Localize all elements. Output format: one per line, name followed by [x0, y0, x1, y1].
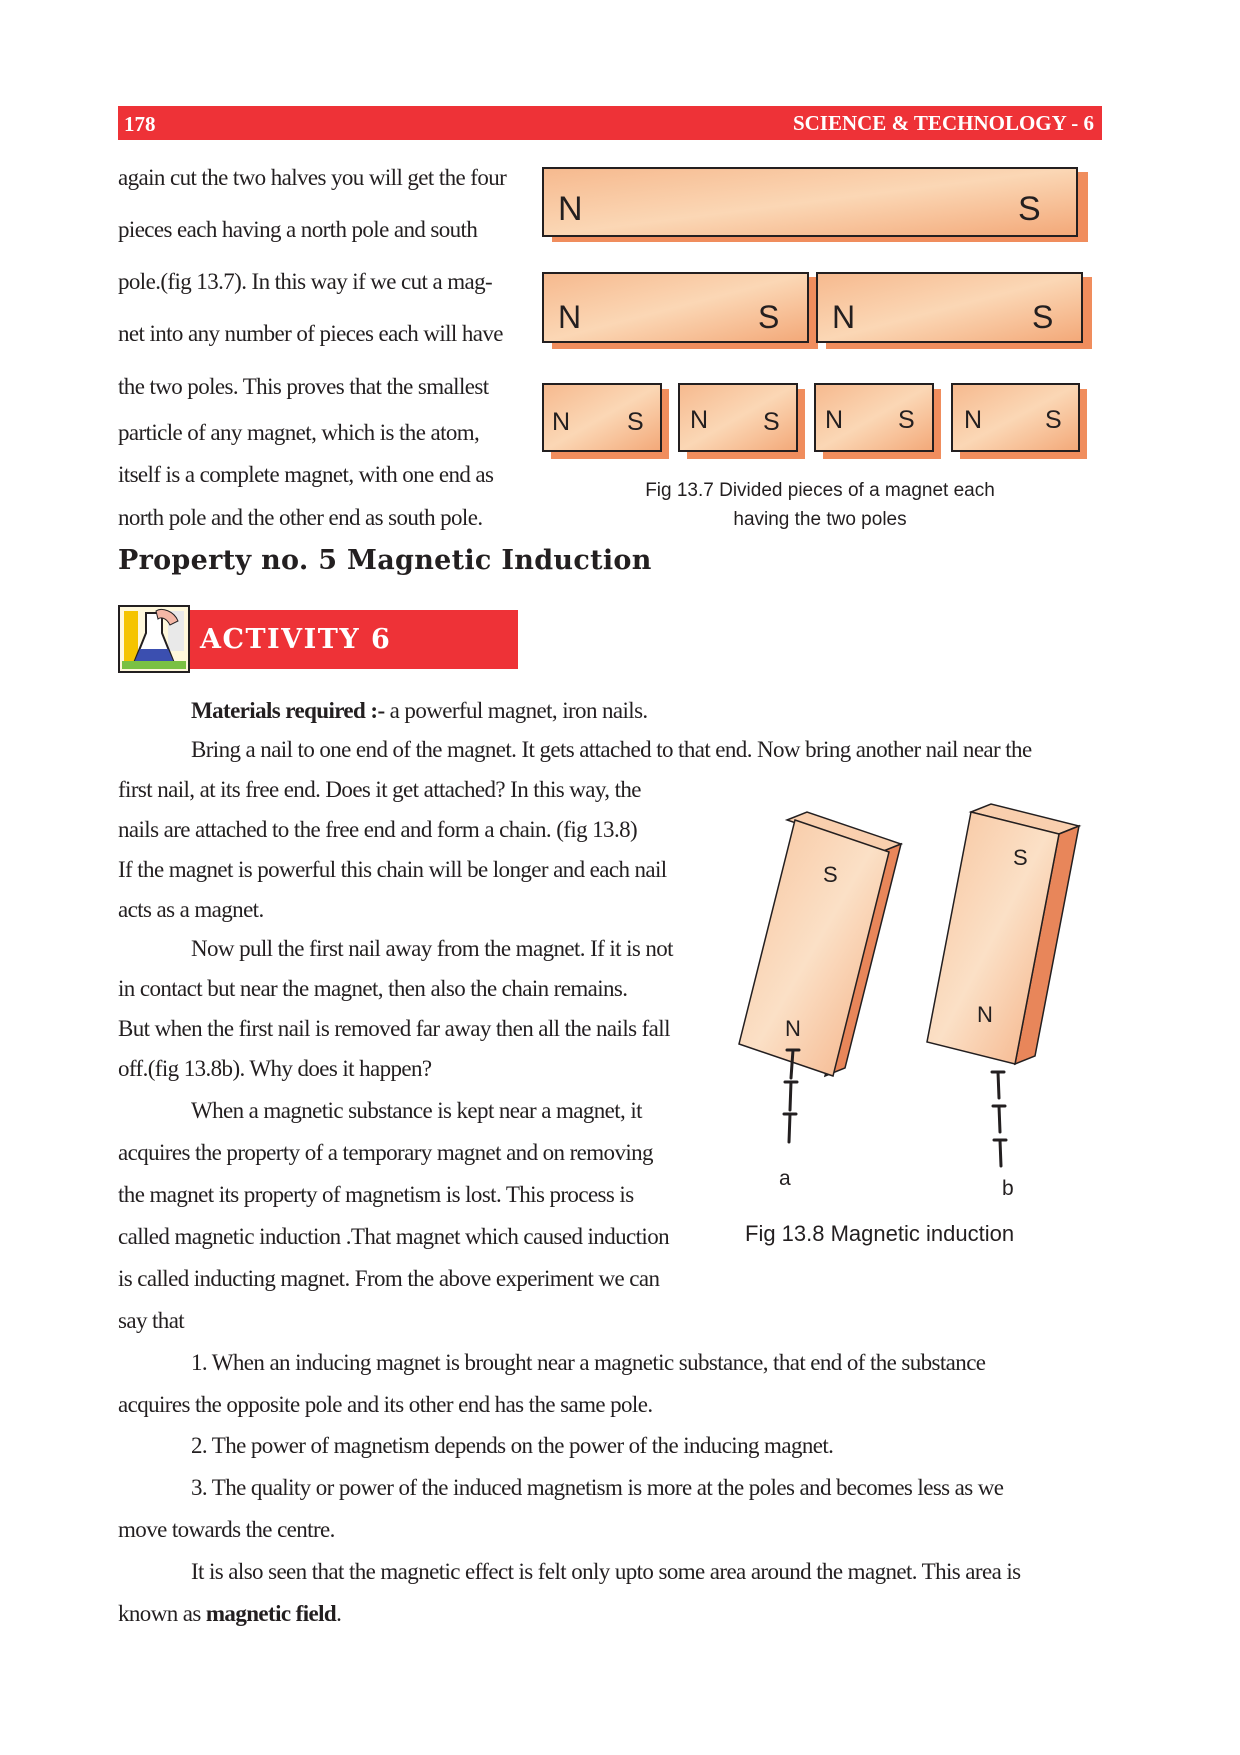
text-span: .: [336, 1601, 342, 1626]
figure-13-7-caption: [620, 476, 1020, 534]
pole-label-n: N: [785, 1016, 801, 1041]
figure-13-7: [540, 160, 1100, 470]
text-line: acts as a magnet.: [118, 897, 264, 922]
materials-label: Materials required :-: [191, 698, 385, 723]
text-line: 1. When an inducing magnet is brought near a magnetic substance, that end of the substance: [191, 1350, 986, 1375]
text-line: again cut the two halves you will get the four: [118, 165, 507, 190]
text-line: in contact but near the magnet, then also the chain remains.: [118, 976, 628, 1001]
magnet-quarter: [815, 384, 941, 459]
pole-label-n: N: [558, 299, 582, 335]
pole-label-n: N: [552, 408, 571, 436]
flask-icon: [118, 605, 190, 673]
magnet-quarter: [543, 384, 669, 459]
text-line: It is also seen that the magnetic effect is felt only upto some area around the magnet. This area is: [191, 1559, 1021, 1584]
text-line: net into any number of pieces each will have: [118, 321, 503, 346]
figure-13-8: [735, 800, 1095, 1210]
caption-line: having the two poles: [733, 509, 907, 530]
text-line: Bring a nail to one end of the magnet. It gets attached to that end. Now bring another nail near the: [191, 737, 1032, 762]
pole-label-n: N: [964, 406, 983, 434]
magnet-a: [739, 812, 901, 1076]
text-line: acquires the property of a temporary magnet and on removing: [118, 1140, 653, 1165]
text-line: itself is a complete magnet, with one end as: [118, 462, 494, 487]
text-line: move towards the centre.: [118, 1517, 335, 1542]
book-title: SCIENCE & TECHNOLOGY - 6: [792, 111, 1094, 135]
pole-label-n: N: [825, 406, 844, 434]
figure-13-8-caption: Fig 13.8 Magnetic induction: [745, 1221, 1015, 1246]
text-line: called magnetic induction .That magnet which caused induction: [118, 1224, 669, 1249]
figure-label-a: a: [779, 1167, 791, 1190]
text-line: the two poles. This proves that the smallest: [118, 374, 489, 399]
text-line: 2. The power of magnetism depends on the power of the inducing magnet.: [191, 1433, 834, 1458]
pole-label-s: S: [1045, 406, 1062, 434]
magnet-half: [543, 273, 818, 349]
text-line: off.(fig 13.8b). Why does it happen?: [118, 1056, 432, 1081]
pole-label-s: S: [627, 408, 644, 436]
pole-label-s: S: [823, 862, 838, 887]
pole-label-s: S: [898, 406, 915, 434]
magnet-full: [543, 168, 1088, 242]
caption-line: Fig 13.7 Divided pieces of a magnet each: [645, 480, 995, 501]
magnetic-field-term: magnetic field: [205, 1601, 337, 1626]
text-line: If the magnet is powerful this chain will be longer and each nail: [118, 857, 667, 882]
materials-line: [191, 699, 648, 722]
text-line: pieces each having a north pole and south: [118, 217, 478, 242]
text-line: When a magnetic substance is kept near a magnet, it: [191, 1098, 642, 1123]
magnet-quarter: [952, 384, 1087, 459]
pole-label-n: N: [690, 406, 709, 434]
pole-label-s: S: [1018, 190, 1041, 228]
text-line: Now pull the first nail away from the magnet. If it is not: [191, 936, 673, 961]
magnet-half: [817, 273, 1092, 349]
text-line: nails are attached to the free end and form a chain. (fig 13.8): [118, 817, 638, 842]
text-line: is called inducting magnet. From the above experiment we can: [118, 1266, 660, 1291]
text-line: particle of any magnet, which is the atom,: [118, 420, 480, 445]
page-number: 178: [124, 112, 156, 136]
pole-label-s: S: [1032, 299, 1054, 335]
materials-text: a powerful magnet, iron nails.: [384, 698, 648, 723]
activity-label: ACTIVITY 6: [200, 624, 392, 655]
text-line: first nail, at its free end. Does it get attached? In this way, the: [118, 777, 641, 802]
text-span: known as: [118, 1601, 206, 1626]
pole-label-s: S: [758, 299, 780, 335]
page-header: [118, 106, 1102, 140]
figure-label-b: b: [1002, 1177, 1014, 1200]
text-line: [118, 1602, 341, 1625]
text-line: acquires the opposite pole and its other end has the same pole.: [118, 1392, 653, 1417]
pole-label-s: S: [763, 408, 780, 436]
pole-label-n: N: [977, 1002, 993, 1027]
text-line: But when the first nail is removed far away then all the nails fall: [118, 1016, 670, 1041]
pole-label-n: N: [832, 299, 856, 335]
text-line: pole.(fig 13.7). In this way if we cut a mag-: [118, 269, 493, 294]
text-line: say that: [118, 1308, 185, 1333]
text-line: 3. The quality or power of the induced magnetism is more at the poles and becomes less as we: [191, 1475, 1004, 1500]
magnet-quarter: [679, 384, 805, 459]
activity-banner: [190, 610, 518, 669]
pole-label-n: N: [558, 190, 583, 228]
text-line: north pole and the other end as south pole.: [118, 505, 483, 530]
pole-label-s: S: [1013, 845, 1028, 870]
text-line: the magnet its property of magnetism is lost. This process is: [118, 1182, 634, 1207]
nail-chain-b: [992, 1072, 1006, 1166]
magnet-b: [927, 804, 1079, 1064]
section-heading: Property no. 5 Magnetic Induction: [118, 545, 652, 576]
